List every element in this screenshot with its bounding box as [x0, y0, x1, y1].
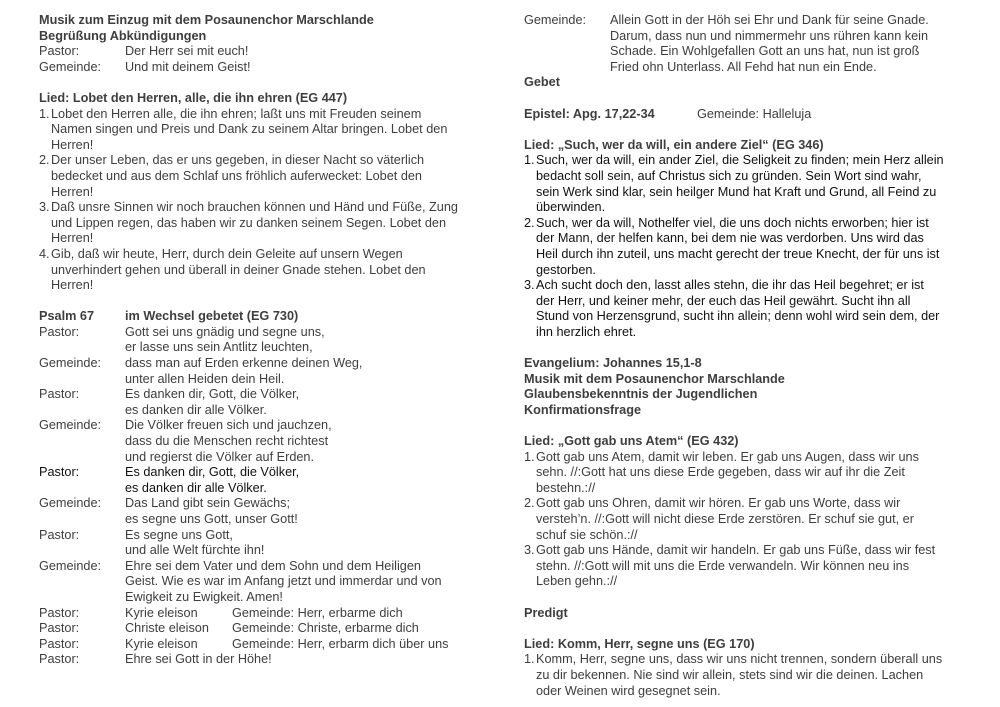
psalm-title: im Wechsel gebetet (EG 730)	[125, 309, 299, 324]
text-line: Gib, daß wir heute, Herr, durch dein Geleite auf unsern Wegen	[51, 246, 403, 261]
text-line: bestehn.://	[536, 480, 596, 495]
text-line: Christe eleison	[125, 621, 209, 636]
text-line: Pastor:	[39, 465, 80, 480]
verse-number: 1.	[524, 652, 535, 667]
lied-1-verses	[39, 107, 479, 294]
psalm-label: Psalm 67	[39, 309, 95, 324]
verse-number: 3.	[39, 200, 50, 215]
text-line: Gott sei uns gnädig und segne uns,	[125, 324, 325, 339]
musik-heading: Musik mit dem Posaunenchor Marschlande	[524, 371, 785, 386]
verse-number: 4.	[39, 246, 50, 261]
kyrie-row	[39, 621, 479, 637]
text-line: Ehre sei dem Vater und dem Sohn und dem Heiligen	[125, 558, 421, 573]
predigt-heading: Predigt	[524, 605, 568, 620]
text-line: Pastor:	[39, 636, 80, 651]
lied-4-title: Lied: Komm, Herr, segne uns (EG 170)	[524, 636, 755, 651]
text-line: Herren!	[51, 231, 94, 246]
text-line: Herren!	[51, 278, 94, 293]
text-line: Gemeinde: Christe, erbarme dich	[232, 621, 419, 636]
text-line: und regierst die Völker auf Erden.	[125, 449, 315, 464]
text-line: es danken dir alle Völker.	[125, 480, 267, 495]
epistel-response: Gemeinde: Halleluja	[697, 106, 812, 121]
verse	[524, 496, 969, 543]
psalm-row	[39, 356, 479, 387]
text-line: der Herr, und keiner mehr, der euch das Heil gewährt. Sucht ihn all	[536, 293, 911, 308]
text-line: Gemeinde: Herr, erbarm dich über uns	[232, 636, 449, 651]
gloria-row	[524, 13, 969, 75]
text-line: Herren!	[51, 184, 94, 199]
role-label: Gemeinde:	[524, 13, 587, 27]
text-line: Fried ohn Unterlass. All Fehd hat nun ein Ende.	[610, 59, 877, 74]
lied-3-title: Lied: „Gott gab uns Atem“ (EG 432)	[524, 434, 739, 449]
text-line: Daß unsre Sinnen wir noch brauchen können und Händ und Füße, Zung	[51, 200, 458, 215]
verse-number: 1.	[524, 449, 535, 464]
psalm-row	[39, 387, 479, 418]
text-line: Ehre sei Gott in der Höhe!	[125, 652, 272, 667]
verse	[39, 200, 479, 247]
text-line: Es segne uns Gott,	[125, 527, 233, 542]
text-line: Gott gab uns Hände, damit wir handeln. Er gab uns Füße, dass wir fest	[536, 543, 936, 558]
verse-number: 2.	[524, 496, 535, 511]
intro-heading-1: Musik zum Einzug mit dem Posaunenchor Marschlande	[39, 13, 374, 27]
text-line: ihn herzlich ehret.	[536, 324, 637, 339]
text-line: unverhindert gehen und überall in deiner Gnade stehen. Lobet den	[51, 262, 426, 277]
evangelium-heading: Evangelium: Johannes 15,1-8	[524, 356, 702, 371]
lied-4-verses	[524, 652, 969, 699]
konfirmationsfrage-heading: Konfirmationsfrage	[524, 402, 642, 417]
text-line: zu dir bekennen. Nie sind wir allein, stets sind wir die deinen. Lachen	[536, 667, 924, 682]
text-line: Darum, dass nun und nimmermehr uns rühren kann kein	[610, 28, 929, 43]
lied-2-verses	[524, 153, 969, 340]
kyrie-row	[39, 652, 479, 668]
text-line: Das Land gibt sein Gewächs;	[125, 496, 291, 511]
text-line: dass man auf Erden erkenne deinen Weg,	[125, 356, 363, 371]
text-line: der Mann, der helfen kann, bei dem nie was verdorben. Uns wird das	[536, 231, 924, 246]
lied-2-title: Lied: „Such, wer da will, ein andere Ziel“ (EG 346)	[524, 137, 824, 152]
kyrie-row	[39, 637, 479, 653]
text-line: Gemeinde:	[39, 558, 102, 573]
text-line: gestorben.	[536, 262, 596, 277]
verse	[39, 153, 479, 200]
epistel-heading: Epistel: Apg. 17,22-34	[524, 106, 655, 121]
text-line: und Lippen regen, das haben wir zu danken seinem Segen. Lobet den	[51, 215, 447, 230]
text-line: Ach sucht doch den, lasst alles stehn, die ihr das Heil begehret; er ist	[536, 278, 924, 293]
text-line: bedecket und aus dem Schlaf uns fröhlich auferwecket: Lobet den	[51, 168, 422, 183]
text-line: Pastor:	[39, 652, 80, 667]
text-line: oder Weinen wird gesegnet sein.	[536, 683, 721, 698]
text-line: er lasse uns sein Antlitz leuchten,	[125, 340, 313, 355]
text-line: Kyrie eleison	[125, 636, 198, 651]
text-line: Gemeinde:	[39, 418, 102, 433]
glaubensbekenntnis-heading: Glaubensbekenntnis der Jugendlichen	[524, 387, 758, 402]
psalm-row	[39, 418, 479, 465]
text-line: Leben gehn.://	[536, 574, 618, 589]
text-line: dass du die Menschen recht richtest	[125, 434, 329, 449]
text-line: Such, wer da will, ein ander Ziel, die Seligkeit zu finden; mein Herz allein	[536, 153, 944, 168]
greeting-text: Und mit deinem Geist!	[125, 59, 251, 74]
lied-3-verses	[524, 450, 969, 590]
verse	[39, 107, 479, 154]
text-line: Pastor:	[39, 324, 80, 339]
text-line: Ewigkeit zu Ewigkeit. Amen!	[125, 589, 283, 604]
verse	[524, 216, 969, 278]
text-line: es segne uns Gott, unser Gott!	[125, 512, 298, 526]
right-column	[524, 13, 969, 699]
text-line: Es danken dir, Gott, die Völker,	[125, 387, 300, 402]
text-line: Schade. Ein Wohlgefallen Gott an uns hat, nun ist groß	[610, 44, 920, 59]
text-line: und alle Welt fürchte ihn!	[125, 543, 265, 558]
verse	[524, 543, 969, 590]
greeting-text: Der Herr sei mit euch!	[125, 44, 249, 59]
text-line: Die Völker freuen sich und jauchzen,	[125, 418, 332, 433]
text-line: unter allen Heiden dein Heil.	[125, 371, 285, 386]
left-column	[39, 13, 479, 668]
lied-1-title: Lied: Lobet den Herren, alle, die ihn ehren (EG 447)	[39, 90, 348, 105]
text-line: überwinden.	[536, 200, 606, 215]
text-line: Pastor:	[39, 605, 80, 620]
text-line: Der unser Leben, das er uns gegeben, in dieser Nacht so väterlich	[51, 153, 425, 168]
gebet-heading: Gebet	[524, 75, 560, 90]
gloria-text	[610, 13, 969, 75]
intro-heading-2: Begrüßung Abkündigungen	[39, 28, 207, 43]
text-line: bedacht soll sein, auf Christus sich zu gründen. Sein Wort sind wahr,	[536, 168, 922, 183]
verse	[524, 652, 969, 699]
verse-number: 1.	[39, 106, 50, 121]
role-label: Pastor:	[39, 44, 80, 59]
psalm-row	[39, 465, 479, 496]
text-line: stehn. //:Gott will mit uns die Erde verwandeln. Wir können neu ins	[536, 558, 910, 573]
kyrie-row	[39, 606, 479, 622]
text-line: Komm, Herr, segne uns, dass wir uns nicht trennen, sondern überall uns	[536, 652, 943, 667]
text-line: sein Werk sind klar, sein heilger Mund hat Kraft und Grund, all Feind zu	[536, 184, 937, 199]
verse-number: 2.	[39, 153, 50, 168]
text-line: Gemeinde:	[39, 356, 102, 371]
psalm-row	[39, 325, 479, 356]
role-label: Gemeinde:	[39, 59, 102, 74]
verse	[524, 278, 969, 340]
text-line: Pastor:	[39, 387, 80, 402]
text-line: Es danken dir, Gott, die Völker,	[125, 465, 300, 480]
text-line: Namen singen und Preis und Dank zu seinem Altar bringen. Lobet den	[51, 122, 448, 137]
text-line: Such, wer da will, Nothelfer viel, die uns doch nichts erworben; hier ist	[536, 215, 929, 230]
verse-number: 1.	[524, 153, 535, 168]
epistel-line	[524, 107, 969, 123]
text-line: Herren!	[51, 137, 94, 152]
text-line: schuf sie schön.://	[536, 527, 638, 542]
text-line: Geist. Wie es war im Anfang jetzt und immerdar und von	[125, 574, 442, 589]
text-line: Stund von Herzensgrund, sucht ihn allein; denn wohl wird sein dem, der	[536, 309, 940, 324]
text-line: Allein Gott in der Höh sei Ehr und Dank für seine Gnade.	[610, 13, 929, 27]
psalm-heading	[39, 309, 479, 325]
verse	[524, 450, 969, 497]
verse-number: 3.	[524, 543, 535, 558]
text-line: Pastor:	[39, 621, 80, 636]
verse-number: 3.	[524, 278, 535, 293]
text-line: versteh’n. //:Gott will nicht diese Erde zerstören. Er schuf sie gut, er	[536, 512, 914, 526]
text-line: Kyrie eleison	[125, 605, 198, 620]
greeting-row	[39, 60, 479, 76]
text-line: sehn. //:Gott hat uns diese Erde gegeben, dass wir auf ihr die Zeit	[536, 465, 905, 480]
text-line: Gott gab uns Ohren, damit wir hören. Er gab uns Worte, dass wir	[536, 496, 901, 511]
text-line: es danken dir alle Völker.	[125, 402, 267, 417]
greeting-row	[39, 44, 479, 60]
text-line: Gemeinde:	[39, 496, 102, 511]
verse-number: 2.	[524, 215, 535, 230]
verse	[39, 247, 479, 294]
text-line: Lobet den Herren alle, die ihn ehren; laßt uns mit Freuden seinem	[51, 106, 422, 121]
verse	[524, 153, 969, 215]
psalm-row	[39, 496, 479, 527]
text-line: Gemeinde: Herr, erbarme dich	[232, 605, 403, 620]
text-line: Heil durch ihn zuteil, uns macht gerecht der treue Knecht, der für uns ist	[536, 246, 940, 261]
psalm-row	[39, 559, 479, 606]
text-line: Pastor:	[39, 527, 80, 542]
text-line: Gott gab uns Atem, damit wir leben. Er gab uns Augen, dass wir uns	[536, 449, 919, 464]
psalm-row	[39, 528, 479, 559]
